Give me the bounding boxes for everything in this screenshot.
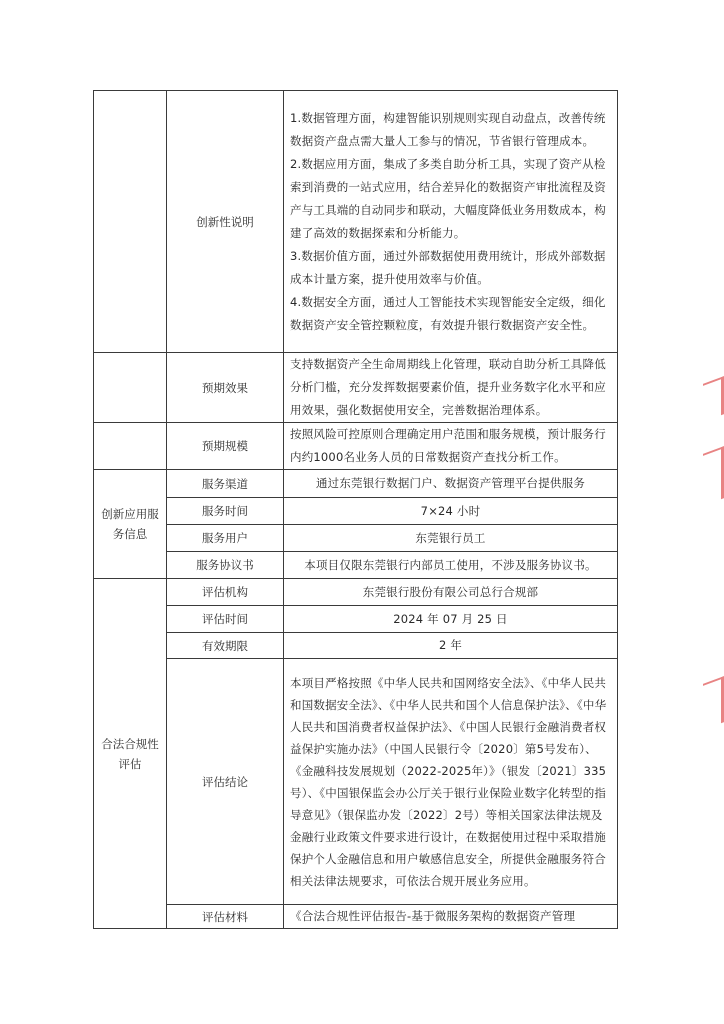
innovation-label: 创新性说明 <box>167 91 284 353</box>
innovation-point: 3.数据价值方面，通过外部数据使用费用统计，形成外部数据成本计量方案，提升使用效率与价值。 <box>290 248 606 286</box>
eval-org-row <box>94 579 618 606</box>
eval-conclusion-label: 评估结论 <box>167 659 284 905</box>
service-info-category: 创新应用服务信息 <box>94 470 167 579</box>
service-agreement-row <box>94 552 618 579</box>
expected-effect-value: 支持数据资产全生命周期线上化管理，联动自助分析工具降低分析门槛，充分发挥数据要素价值，提升业务数字化水平和应用效果，强化数据使用安全，完善数据治理体系。 <box>284 353 618 423</box>
valid-period-row <box>94 633 618 659</box>
service-channel-value: 通过东莞银行数据门户、数据资产管理平台提供服务 <box>284 470 618 498</box>
eval-time-value: 2024 年 07 月 25 日 <box>284 606 618 633</box>
service-users-value: 东莞银行员工 <box>284 525 618 552</box>
valid-period-value: 2 年 <box>284 633 618 659</box>
innovation-points <box>284 91 618 353</box>
expected-scale-value: 按照风险可控原则合理确定用户范围和服务规模，预计服务行内约1000名业务人员的日常数据资产查找分析工作。 <box>284 423 618 470</box>
service-users-label: 服务用户 <box>167 525 284 552</box>
seal-fragment <box>703 446 724 506</box>
blank-category-cell <box>94 353 167 423</box>
eval-material-value: 《合法合规性评估报告-基于微服务架构的数据资产管理 <box>284 905 618 929</box>
valid-period-label: 有效期限 <box>167 633 284 659</box>
service-agreement-label: 服务协议书 <box>167 552 284 579</box>
expected-effect-label: 预期效果 <box>167 353 284 423</box>
eval-org-value: 东莞银行股份有限公司总行合规部 <box>284 579 618 606</box>
service-time-label: 服务时间 <box>167 498 284 525</box>
eval-conclusion-value: 本项目严格按照《中华人民共和国网络安全法》、《中华人民共和国数据安全法》、《中华人民共和国个人信息保护法》、《中华人民共和国消费者权益保护法》、《中国人民银行金融消费者权益保护实施办法》（中国人民银行令〔2020〕第5号发布）、《金融科技发展规划（2022-2025年）》（银发〔2021〕335号）、《中国银保监会办公厅关于银行业保险业数字化转型的指导意见》（银保监办发〔2022〕2号）等相关国家法律法规及金融行业政策文件要求进行设计，在数据使用过程中采取措施保护个人金融信息和用户敏感信息安全，所提供金融服务符合相关法律法规要求，可依法合规开展业务应用。 <box>284 659 618 905</box>
eval-org-label: 评估机构 <box>167 579 284 606</box>
eval-material-label: 评估材料 <box>167 905 284 929</box>
expected-effect-row <box>94 353 618 423</box>
eval-conclusion-row <box>94 659 618 905</box>
innovation-point: 1.数据管理方面，构建智能识别规则实现自动盘点，改善传统数据资产盘点需大量人工参与的情况，节省银行管理成本。 <box>290 110 606 148</box>
service-channel-label: 服务渠道 <box>167 470 284 498</box>
service-time-row <box>94 498 618 525</box>
eval-time-row <box>94 606 618 633</box>
innovation-point: 4.数据安全方面，通过人工智能技术实现智能安全定级，细化数据资产安全管控颗粒度，有效提升银行数据资产安全性。 <box>290 294 606 332</box>
service-channel-row <box>94 470 618 498</box>
blank-category-cell <box>94 91 167 353</box>
expected-scale-label: 预期规模 <box>167 423 284 470</box>
eval-material-row <box>94 905 618 929</box>
service-time-value: 7×24 小时 <box>284 498 618 525</box>
service-agreement-value: 本项目仅限东莞银行内部员工使用，不涉及服务协议书。 <box>284 552 618 579</box>
seal-fragment <box>703 676 724 730</box>
innovation-application-table <box>93 90 618 929</box>
innovation-point: 2.数据应用方面，集成了多类自助分析工具，实现了资产从检索到消费的一站式应用，结合差异化的数据资产审批流程及资产与工具端的自动同步和联动，大幅度降低业务用数成本，构建了高效的数据探索和分析能力。 <box>290 156 606 240</box>
compliance-category: 合法合规性评估 <box>94 579 167 929</box>
innovation-row <box>94 91 618 353</box>
seal-fragment <box>703 376 724 422</box>
eval-time-label: 评估时间 <box>167 606 284 633</box>
blank-category-cell <box>94 423 167 470</box>
service-users-row <box>94 525 618 552</box>
expected-scale-row <box>94 423 618 470</box>
